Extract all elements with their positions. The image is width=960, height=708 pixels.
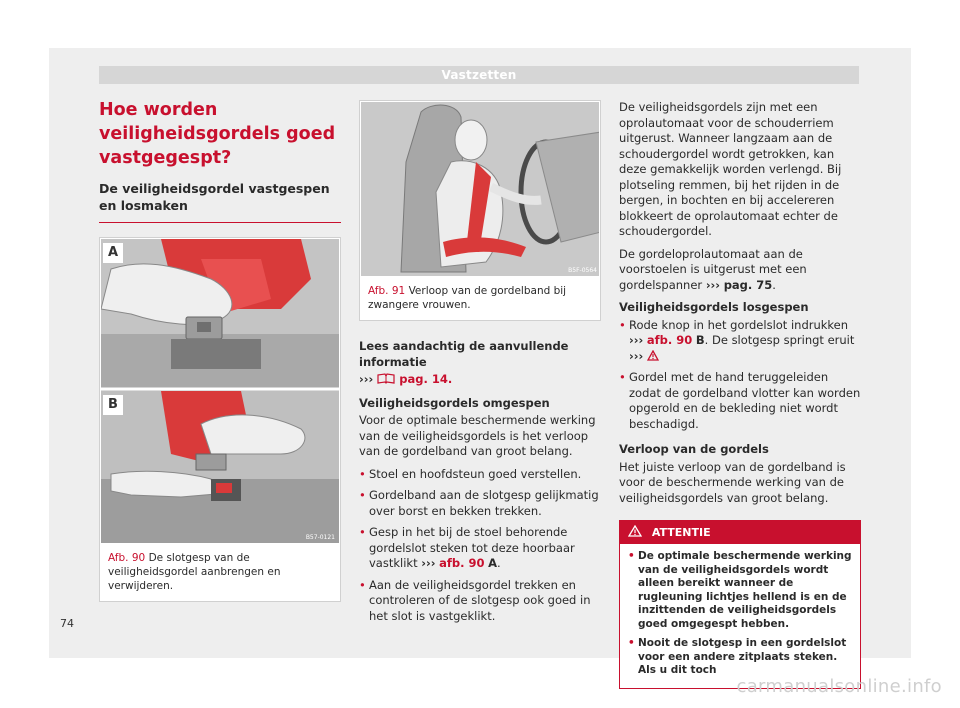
page-ref-link[interactable]: pag. 75 — [723, 277, 773, 292]
paragraph: De veiligheidsgordels zijn met een oprolautomaat voor de schouderriem uitgerust. Wanneer langzaam aan de schoudergordel wordt getrokken, kan deze gemakkelijk worden verlengd. Bij plotseling remmen, bij het rijden in de bergen, in bochten en bij accelereren blokkeert de oprolautomaat echter de schoudergordel. — [619, 100, 842, 238]
figure-ref-letter: A — [488, 556, 498, 570]
warning-title: ATTENTIE — [651, 526, 711, 539]
ref-arrows: ››› — [629, 348, 644, 363]
figure-number: Afb. 91 — [368, 285, 406, 297]
figure-ref-letter: B — [695, 333, 705, 347]
paragraph-text: De gordeloprolautomaat aan de voorstoelen is uitgerust met een gordelspanner — [619, 246, 807, 292]
section-heading: Veiligheidsgordels omgespen — [359, 395, 550, 410]
section-subtitle: De veiligheidsgordel vastgespen en losmaken — [99, 180, 341, 223]
figure-caption — [100, 544, 340, 601]
panel-label-a: A — [103, 243, 123, 263]
watermark-text: carmanualsonline.info — [736, 676, 942, 697]
note-line: Lees aandachtig de aanvullende informatie — [359, 339, 569, 369]
warning-box — [619, 520, 861, 689]
page-number: 74 — [60, 617, 74, 630]
note-reference — [359, 372, 601, 388]
list-item: • Aan de veiligheidsgordel trekken en controleren of de slotgesp ook goed in het slot is vastgeklikt. — [359, 578, 601, 625]
note-arrows: ››› — [359, 372, 374, 386]
figure-90-illustration — [101, 239, 339, 543]
list-item-text: Gesp in het bij de stoel behorende gordelslot steken tot deze hoorbaar vastklikt — [369, 525, 575, 570]
warning-body — [620, 544, 860, 688]
column-left — [99, 84, 341, 602]
ref-arrows: ››› — [705, 277, 721, 292]
column-middle — [359, 100, 601, 630]
list-item: • Gordel met de hand teruggeleiden zodat de gordelband vlotter kan worden opgerold en de bekleding niet wordt beschadigd. — [619, 370, 861, 432]
figure-ref-link[interactable]: afb. 90 — [646, 333, 693, 347]
paragraph — [619, 247, 861, 294]
section-heading: Veiligheidsgordels losgespen — [619, 300, 809, 314]
punctuation: . — [497, 556, 501, 570]
list-item-text: . De slotgesp springt eruit — [704, 333, 855, 347]
figure-91 — [359, 100, 601, 321]
intro-paragraph: Voor de optimale beschermende werking van de veiligheidsgordels is het verloop van de gordelband van groot belang. — [359, 413, 596, 458]
list-item: • Stoel en hoofdsteun goed verstellen. — [359, 467, 601, 483]
belt-buckle-illustration — [101, 239, 339, 543]
paragraph: Het juiste verloop van de gordelband is voor de beschermende werking van de veiligheidsgordels van groot belang. — [619, 459, 846, 505]
punctuation: . — [772, 277, 776, 292]
figure-code: B5F-0564 — [568, 267, 597, 274]
figure-code: B57-0121 — [305, 534, 335, 541]
page-title: Hoe worden veiligheidsgordels goed vastgegespt? — [99, 100, 336, 168]
ref-arrows: ››› — [629, 333, 644, 347]
book-icon — [377, 373, 395, 384]
list-item-text: Rode knop in het gordelslot indrukken — [629, 317, 849, 332]
warning-triangle-icon — [628, 525, 642, 537]
warning-item: • De optimale beschermende werking van de veiligheidsgordels wordt alleen bereikt wanneer de rugleuning lichtjes hellend is en de inzittenden de veiligheidsgordels goed omgegespt hebben. — [628, 550, 852, 631]
figure-caption — [360, 277, 600, 320]
ref-arrows: ››› — [421, 556, 436, 570]
figure-ref-link[interactable]: afb. 90 — [439, 556, 485, 570]
list-item: • Gordelband aan de slotgesp gelijkmatig over borst en bekken trekken. — [359, 488, 601, 519]
figure-90 — [99, 237, 341, 602]
note-page-link[interactable]: pag. 14. — [399, 372, 453, 386]
figure-91-illustration — [361, 102, 599, 276]
warning-triangle-icon[interactable] — [647, 350, 659, 361]
section-header: Vastzetten — [99, 66, 859, 84]
column-right — [619, 100, 861, 689]
caption-text: Verloop van de gordelband bij zwangere vrouwen. — [368, 285, 567, 311]
list-item — [619, 318, 861, 365]
panel-label-b: B — [103, 395, 123, 415]
caption-text: De slotgesp van de veiligheidsgordel aanbrengen en verwijderen. — [108, 552, 281, 592]
figure-number: Afb. 90 — [108, 552, 146, 564]
warning-item: • Nooit de slotgesp in een gordelslot voor een andere zitplaats steken. Als u dit toch — [628, 637, 852, 678]
list-item — [359, 525, 601, 572]
warning-header — [620, 521, 860, 544]
section-heading: Verloop van de gordels — [619, 442, 769, 456]
pregnant-woman-illustration — [361, 102, 599, 276]
